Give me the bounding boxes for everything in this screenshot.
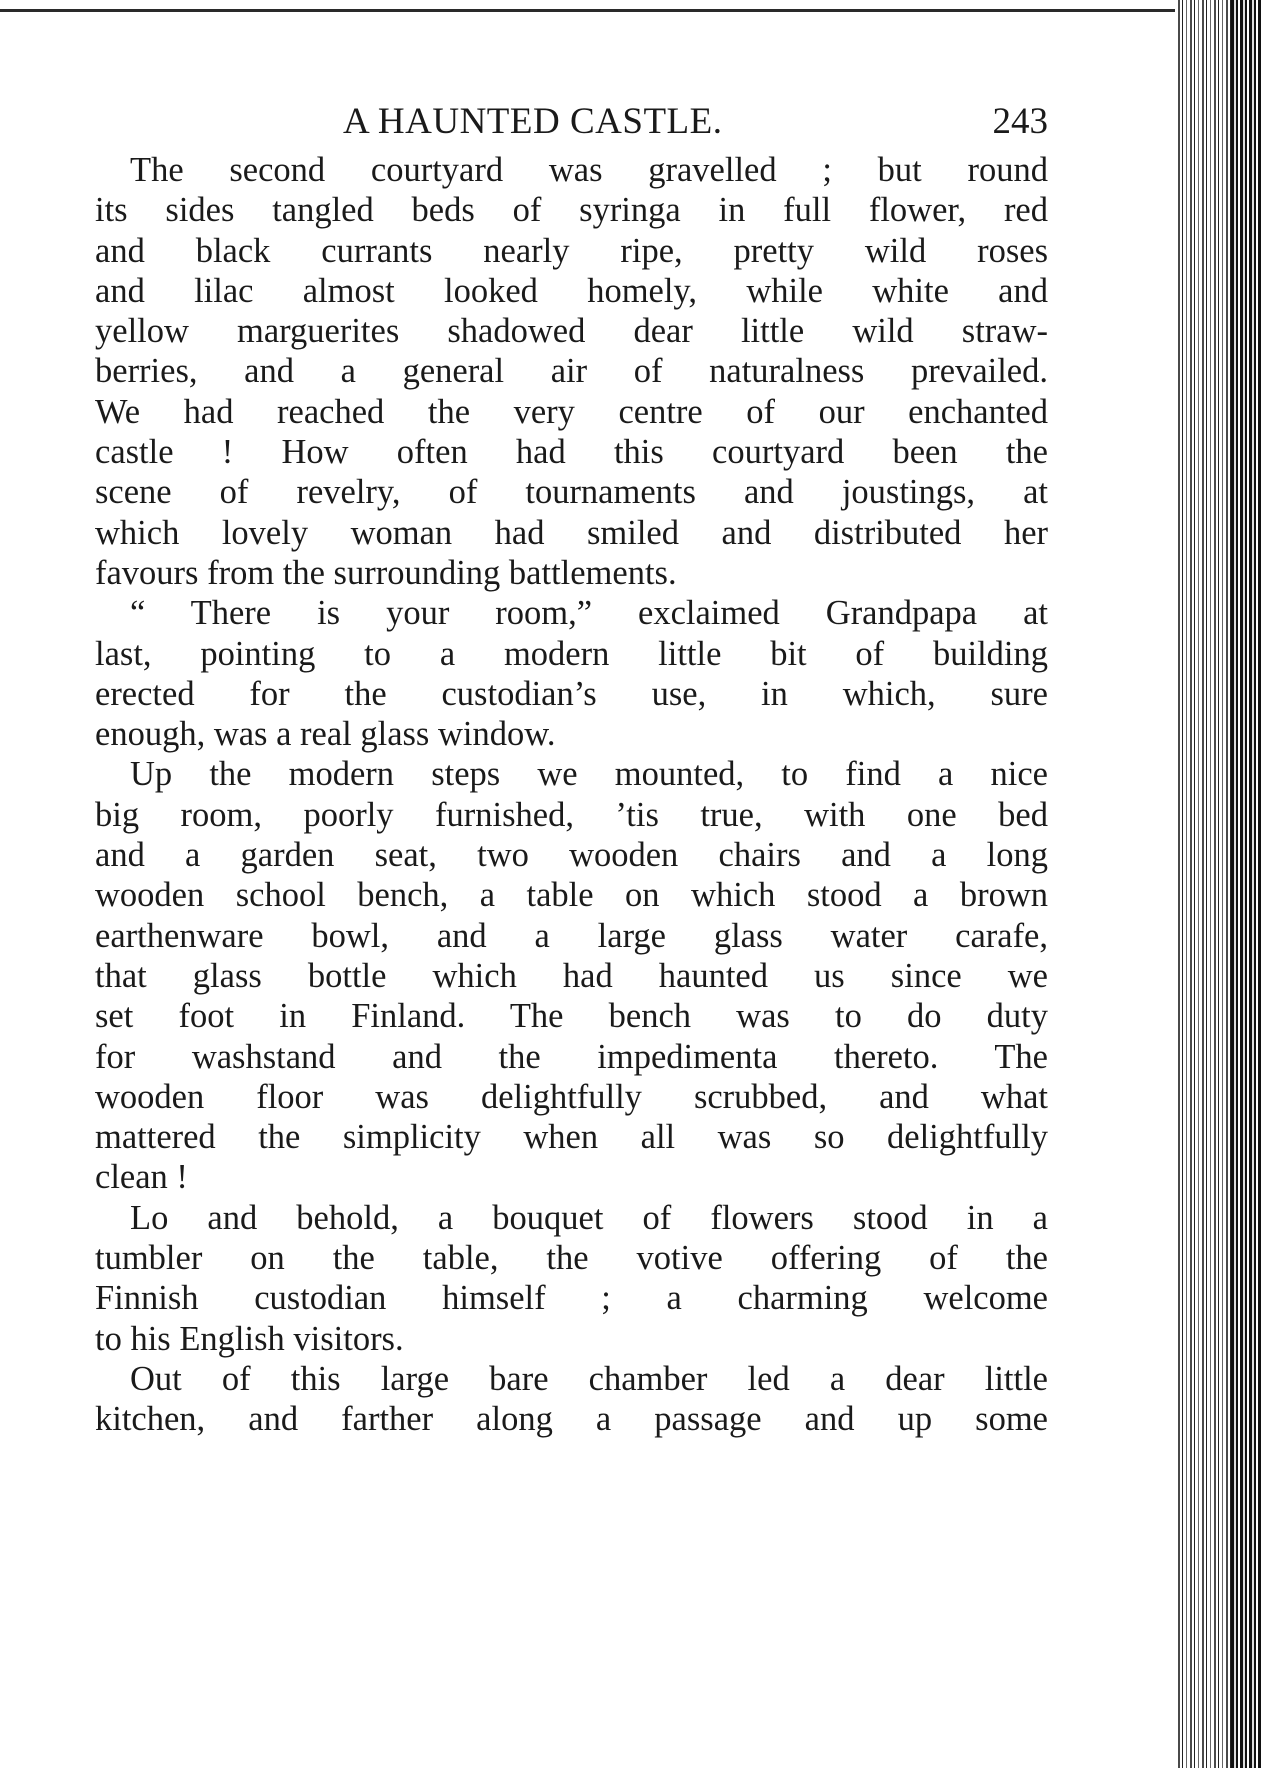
text-line: for washstand and the impedimenta thereto. The <box>95 1037 1048 1076</box>
text-line: which lovely woman had smiled and distributed her <box>95 513 1048 552</box>
text-line: berries, and a general air of naturalness prevailed. <box>95 352 1048 391</box>
text-line: earthenware bowl, and a large glass water carafe, <box>95 916 1048 955</box>
text-line: erected for the custodian’s use, in which, sure <box>95 674 1048 713</box>
text-line: and a garden seat, two wooden chairs and a long <box>95 836 1048 875</box>
text-line: to his English visitors. <box>95 1319 404 1358</box>
text-line: big room, poorly furnished, ’tis true, with one bed <box>95 795 1048 834</box>
text-line: mattered the simplicity when all was so delightfully <box>95 1118 1048 1157</box>
body-text <box>95 150 1048 1440</box>
text-line: its sides tangled beds of syringa in full flower, red <box>95 191 1048 230</box>
text-line: Finnish custodian himself ; a charming welcome <box>95 1279 1048 1318</box>
text-line: “ There is your room,” exclaimed Grandpapa at <box>130 594 1048 633</box>
text-line: We had reached the very centre of our enchanted <box>95 392 1048 431</box>
text-line: wooden school bench, a table on which stood a brown <box>95 876 1048 915</box>
text-line: set foot in Finland. The bench was to do duty <box>95 997 1048 1036</box>
top-rule <box>0 9 1175 12</box>
text-line: favours from the surrounding battlements. <box>95 553 677 592</box>
running-title: A HAUNTED CASTLE. <box>343 101 723 142</box>
text-line: Out of this large bare chamber led a dear little <box>130 1359 1048 1398</box>
text-line: kitchen, and farther along a passage and up some <box>95 1400 1048 1439</box>
text-line: enough, was a real glass window. <box>95 715 556 754</box>
text-line: scene of revelry, of tournaments and joustings, at <box>95 473 1048 512</box>
text-line: yellow marguerites shadowed dear little wild straw- <box>95 312 1048 351</box>
text-line: wooden floor was delightfully scrubbed, and what <box>95 1077 1048 1116</box>
text-line: and black currants nearly ripe, pretty wild roses <box>95 231 1048 270</box>
text-line: castle ! How often had this courtyard been the <box>95 433 1048 472</box>
text-line: Lo and behold, a bouquet of flowers stood in a <box>130 1198 1048 1237</box>
text-line: The second courtyard was gravelled ; but round <box>130 151 1048 189</box>
book-spine-shadow <box>1231 0 1261 1768</box>
text-line: last, pointing to a modern little bit of building <box>95 634 1048 673</box>
text-line: and lilac almost looked homely, while white and <box>95 271 1048 310</box>
text-line: Up the modern steps we mounted, to find a nice <box>130 755 1048 794</box>
text-line: tumbler on the table, the votive offering of the <box>95 1239 1048 1278</box>
text-line: clean ! <box>95 1158 188 1197</box>
page-header <box>95 100 1048 150</box>
page-number: 243 <box>992 101 1048 142</box>
text-line: that glass bottle which had haunted us since we <box>95 956 1048 995</box>
